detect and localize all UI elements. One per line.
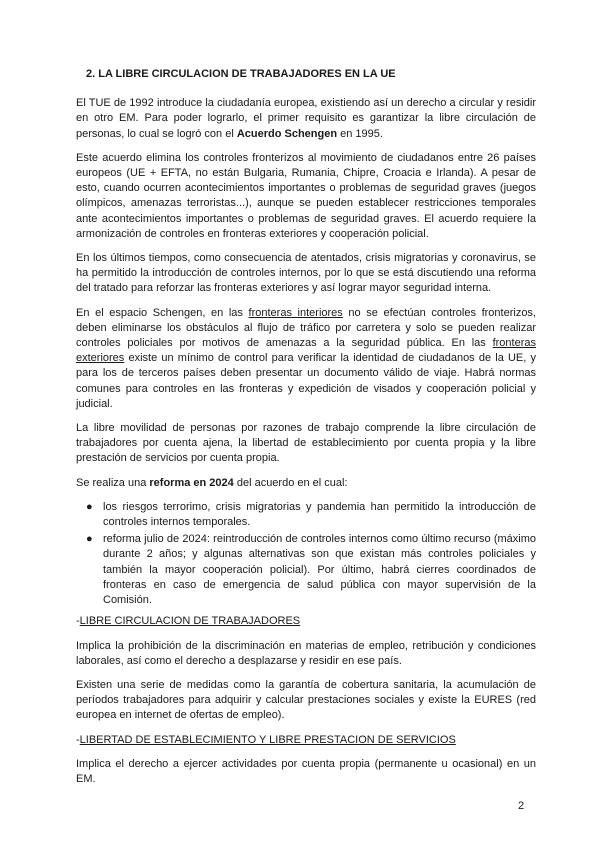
paragraph-espacio-schengen bbox=[76, 306, 536, 412]
section-heading: 2. LA LIBRE CIRCULACION DE TRABAJADORES EN LA UE bbox=[86, 68, 396, 80]
p6-text-a: Se realiza una bbox=[76, 476, 150, 489]
p6-text-b: del acuerdo en el cual: bbox=[233, 476, 348, 489]
paragraph-derecho-ejercer: Implica el derecho a ejercer actividades por cuenta propia (permanente u ocasional) en un EM. bbox=[76, 757, 536, 785]
paragraph-ultimos-tiempos: En los últimos tiempos, como consecuencia de atentados, crisis migratorias y coronavirus, se ha permitido la introducción de controles internos, por lo que se está discutiendo una reforma del tratado para reforzar las fronteras exteriores y así lograr mayor seguridad interna. bbox=[76, 252, 536, 295]
paragraph-tue-end: en 1995. bbox=[337, 127, 383, 140]
bullet-icon: ● bbox=[86, 533, 93, 546]
list-item bbox=[86, 500, 536, 530]
paragraph-acuerdo: Este acuerdo elimina los controles fronterizos al movimiento de ciudadanos entre 26 países europeos (UE + EFTA, no están Bulgaria, Rumania, Chipre, Croacia e Irlanda). A pesar de esto, cuando ocurren acontecimientos importantes o problemas de seguridad graves (juegos olímpicos, amenazas terroristas...), aunque se pueden establecer restricciones temporales ante acontecimientos importantes o problemas de seguridad graves. El acuerdo requiere la armonización de controles en fronteras exteriores y cooperación policial. bbox=[76, 151, 536, 240]
p4-text-b: no se efectúan controles fronterizos, deben eliminarse los obstáculos al flujo de tráfico por carretera y solo se pueden realizar controles policiales por motivos de amenazas a la seguridad pública. En las bbox=[76, 306, 536, 350]
subheading-prefix: - bbox=[76, 733, 80, 746]
bullet-icon: ● bbox=[86, 500, 93, 513]
fronteras-interiores-underline: fronteras interiores bbox=[248, 306, 343, 319]
p4-text-a: En el espacio Schengen, en las bbox=[76, 306, 249, 319]
list-item-text: los riesgos terrorimo, crisis migratorias y pandemia han permitido la introducción de controles internos temporales. bbox=[103, 500, 536, 529]
fronteras-exteriores-underline: fronteras exteriores bbox=[76, 337, 536, 365]
reforma-list bbox=[76, 500, 536, 608]
subheading-libre-circulacion bbox=[76, 614, 536, 629]
paragraph-reforma bbox=[76, 476, 536, 491]
list-item bbox=[86, 532, 536, 608]
subheading-title: LIBERTAD DE ESTABLECIMIENTO Y LIBRE PRESTACION DE SERVICIOS bbox=[79, 733, 456, 746]
paragraph-medidas: Existen una serie de medidas como la garantía de cobertura sanitaria, la acumulación de períodos trabajadores para adquirir y calcular prestaciones sociales y existe la EURES (red europea en internet de ofertas de empleo). bbox=[76, 678, 536, 722]
list-item-text: reforma julio de 2024: reintroducción de controles internos como último recurso (máximo durante 2 años; y algunas alternativas son que existan más controles policiales y también la mayor cooperación policial). Por último, habrá cierres coordinados de fronteras en caso de emergencia de salud pública con mayor supervisión de la Comisión. bbox=[103, 533, 536, 607]
page-content bbox=[76, 67, 536, 796]
paragraph-discriminacion: Implica la prohibición de la discriminación en materias de empleo, retribución y condiciones laborales, así como el derecho a desplazarse y residir en ese país. bbox=[76, 639, 536, 667]
reforma-bold: reforma en 2024 bbox=[149, 476, 234, 489]
schengen-bold: Acuerdo Schengen bbox=[236, 127, 338, 140]
subheading-prefix: - bbox=[76, 615, 80, 628]
paragraph-libre-movilidad: La libre movilidad de personas por razones de trabajo comprende la libre circulación de trabajadores por cuenta ajena, la libertad de establecimiento por cuenta propia y la libre prestación de servicios por cuenta propia. bbox=[76, 422, 536, 465]
p4-text-c: existe un mínimo de control para verificar la identidad de ciudadanos de la UE, y para los de terceros países deben presentar un documento válido de viaje. Habrá normas comunes para controles en las fronteras y expedición de visados y cooperación policial y judicial. bbox=[76, 352, 536, 410]
paragraph-tue-text: El TUE de 1992 introduce la ciudadanía europea, existiendo así un derecho a circular y residir en otro EM. Para poder lograrlo, el primer requisito es garantizar la libre circulación de personas, lo cual se logró con el bbox=[76, 97, 536, 140]
paragraph-tue bbox=[76, 96, 536, 142]
subheading-title: LIBRE CIRCULACION DE TRABAJADORES bbox=[79, 615, 301, 628]
page-number: 2 bbox=[518, 800, 525, 812]
subheading-libertad-establecimiento bbox=[76, 733, 536, 748]
